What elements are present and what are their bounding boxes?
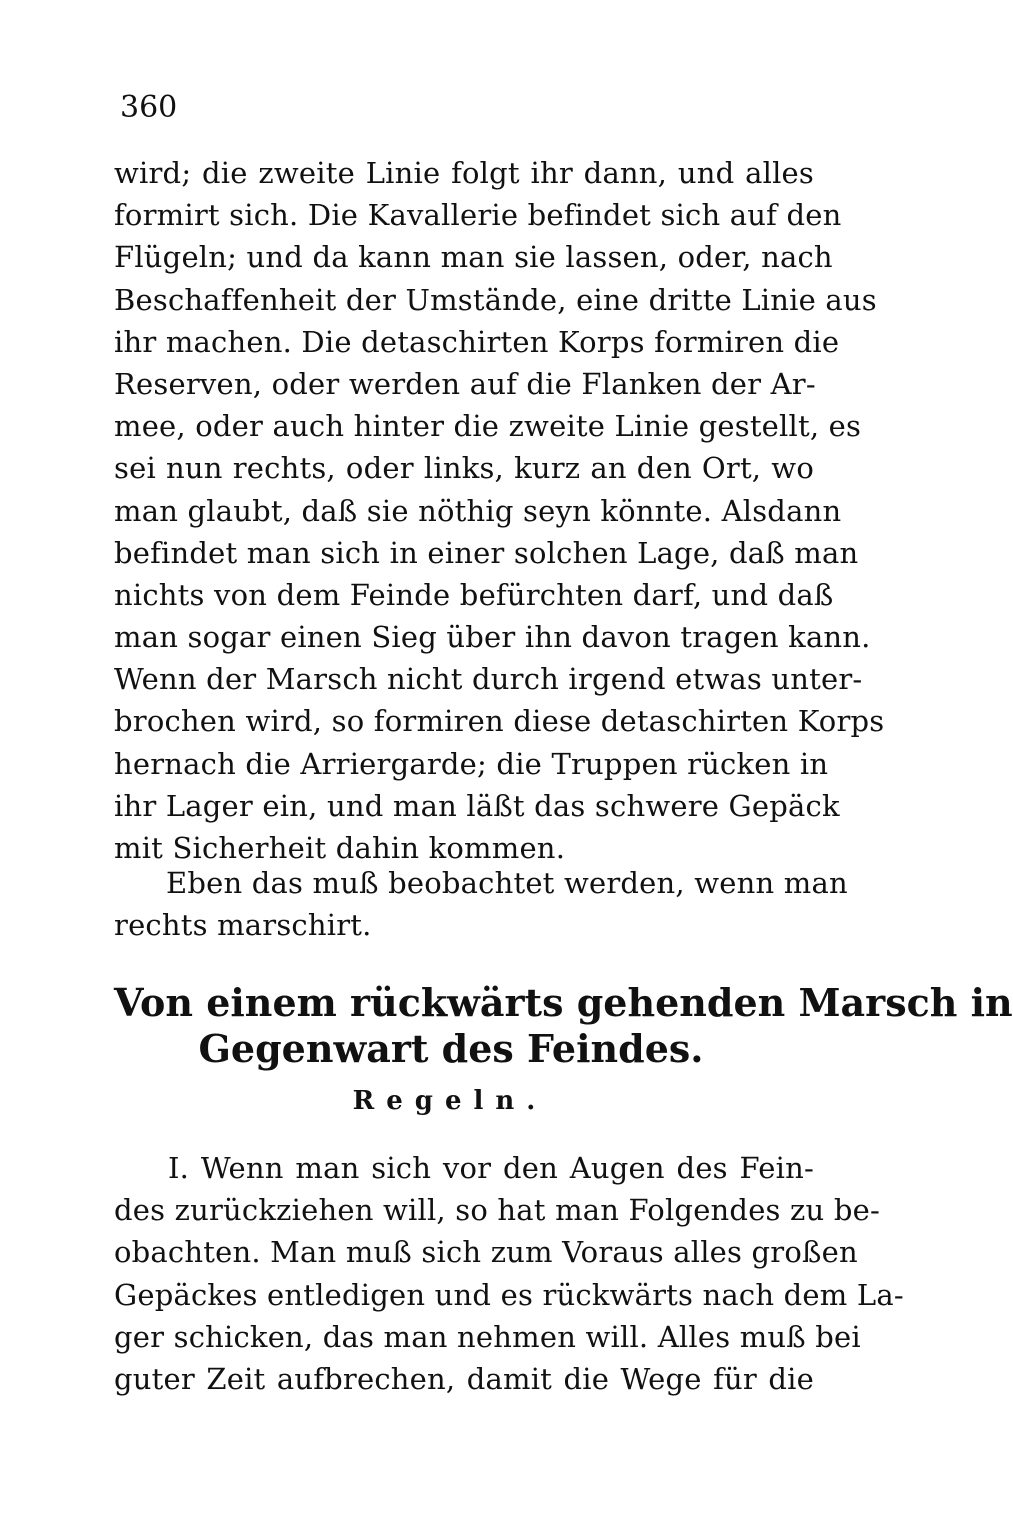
text-line: obachten. Man muß sich zum Voraus alles großen — [114, 1235, 858, 1270]
text-line: sei nun rechts, oder links, kurz an den Ort, wo — [114, 451, 814, 486]
paragraph-2 — [114, 862, 848, 946]
rules-subheading: Regeln. — [352, 1086, 548, 1116]
text-line: Gepäckes entledigen und es rückwärts nach dem La- — [114, 1277, 904, 1312]
text-line: Eben das muß beobachtet werden, wenn man — [166, 866, 848, 900]
text-line: ihr machen. Die detaschirten Korps formiren die — [114, 324, 840, 359]
text-line: man glaubt, daß sie nöthig seyn könnte. Alsdann — [114, 493, 842, 528]
heading-line: Von einem rückwärts gehenden Marsch in — [114, 980, 1013, 1025]
text-line: mee, oder auch hinter die zweite Linie gestellt, es — [114, 409, 862, 444]
text-line: ger schicken, das man nehmen will. Alles muß bei — [114, 1319, 861, 1354]
text-line: guter Zeit aufbrechen, damit die Wege für die — [114, 1361, 814, 1396]
text-line: befindet man sich in einer solchen Lage, daß man — [114, 535, 859, 570]
text-line: wird; die zweite Linie folgt ihr dann, und alles — [114, 156, 814, 190]
page-number: 360 — [120, 90, 178, 125]
paragraph-3 — [114, 1147, 904, 1400]
text-line: rechts marschirt. — [114, 908, 372, 943]
paragraph-1 — [114, 152, 885, 869]
text-line: des zurückziehen will, so hat man Folgendes zu be- — [114, 1193, 880, 1228]
text-line: hernach die Arriergarde; die Truppen rücken in — [114, 746, 829, 781]
text-line: ihr Lager ein, und man läßt das schwere Gepäck — [114, 788, 840, 823]
text-line: I. Wenn man sich vor den Augen des Fein- — [168, 1151, 814, 1185]
text-line: Reserven, oder werden auf die Flanken der Ar- — [114, 366, 816, 401]
text-line: man sogar einen Sieg über ihn davon tragen kann. — [114, 620, 871, 655]
text-line: brochen wird, so formiren diese detaschirten Korps — [114, 704, 885, 739]
section-heading — [114, 980, 1013, 1072]
heading-line: Gegenwart des Feindes. — [198, 1026, 704, 1071]
text-line: mit Sicherheit dahin kommen. — [114, 831, 566, 865]
text-line: nichts von dem Feinde befürchten darf, und daß — [114, 577, 834, 612]
text-line: Beschaffenheit der Umstände, eine dritte Linie aus — [114, 282, 877, 317]
text-line: Flügeln; und da kann man sie lassen, oder, nach — [114, 240, 833, 275]
text-line: formirt sich. Die Kavallerie befindet sich auf den — [114, 198, 842, 233]
text-line: Wenn der Marsch nicht durch irgend etwas unter- — [114, 662, 863, 697]
